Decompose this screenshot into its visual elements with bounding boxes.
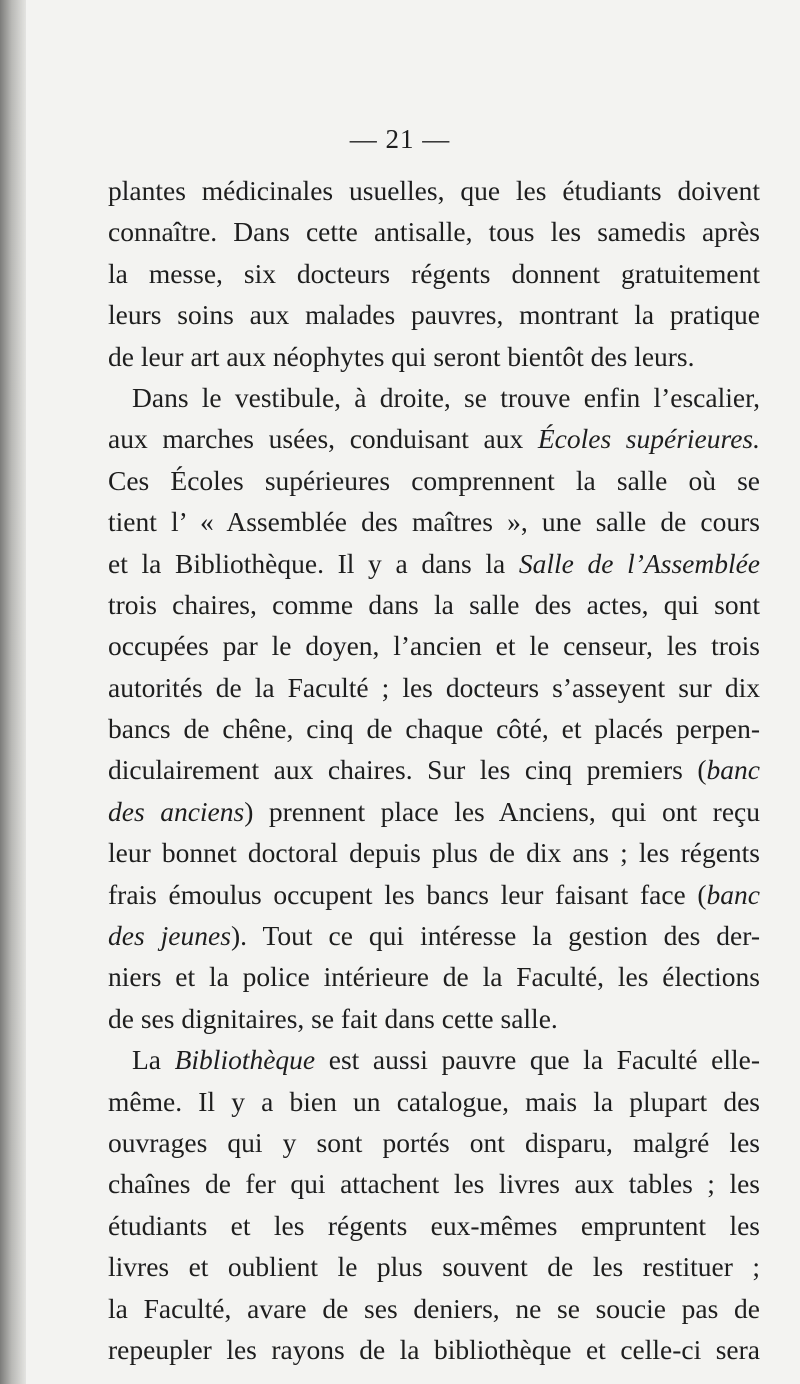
page-number: — 21 — (349, 124, 451, 154)
text-run: leurs soins aux malades pauvres, montrant la pratique (108, 299, 760, 331)
text-run: ). Tout ce qui intéresse la gestion des der- (230, 920, 760, 952)
text-run: La (132, 1044, 175, 1076)
text-run: autorités de la Faculté ; les docteurs s’asseyent sur dix (108, 671, 760, 703)
text-run: tient l’ « Assemblée des maîtres », une salle de cours (108, 506, 760, 538)
text-run: la Faculté, avare de ses deniers, ne se soucie pas de (108, 1292, 760, 1324)
text-line (108, 625, 760, 666)
text-line (108, 915, 760, 956)
text-run: aux marches usées, conduisant aux (108, 423, 538, 455)
italic-phrase: banc (706, 878, 760, 910)
italic-phrase: Salle de l’Assemblée (518, 547, 761, 579)
text-run: de ses dignitaires, se fait dans cette salle. (108, 1002, 558, 1034)
text-run: connaître. Dans cette antisalle, tous les samedis après (108, 216, 760, 248)
text-line (108, 708, 760, 749)
text-line (108, 211, 760, 252)
text-line (108, 294, 760, 335)
text-run: bancs de chêne, cinq de chaque côté, et placés perpen- (108, 713, 760, 745)
text-line (108, 1163, 760, 1204)
text-run: ouvrages qui y sont portés ont disparu, malgré les (108, 1126, 760, 1158)
text-line (108, 584, 760, 625)
text-line (108, 667, 760, 708)
text-run: livres et oublient le plus souvent de les restituer ; (108, 1251, 760, 1283)
text-run: chaînes de fer qui attachent les livres aux tables ; les (108, 1168, 760, 1200)
text-line (108, 791, 760, 832)
italic-phrase: des anciens (108, 795, 245, 827)
text-line (108, 874, 760, 915)
text-line (108, 1205, 760, 1246)
text-run: et la Bibliothèque. Il y a dans la (108, 547, 519, 579)
text-run: occupées par le doyen, l’ancien et le censeur, les trois (108, 630, 760, 662)
text-run: étudiants et les régents eux-mêmes empruntent les (108, 1209, 760, 1241)
text-line (108, 170, 760, 211)
italic-phrase: Bibliothèque (174, 1044, 316, 1076)
text-run: ) prennent place les Anciens, qui ont reçu (244, 795, 760, 827)
text-run: niers et la police intérieure de la Faculté, les élections (108, 961, 760, 993)
page-text (108, 170, 760, 1370)
text-line (108, 460, 760, 501)
text-run: leur bonnet doctoral depuis plus de dix ans ; les régents (108, 837, 760, 869)
text-line (108, 1246, 760, 1287)
text-line (108, 998, 760, 1039)
italic-phrase: Écoles supérieures. (537, 423, 760, 455)
text-line (108, 1039, 760, 1080)
text-run: plantes médicinales usuelles, que les étudiants doivent (108, 175, 760, 206)
text-line (108, 1329, 760, 1370)
text-run: frais émoulus occupent les bancs leur faisant face ( (108, 878, 707, 910)
text-line (108, 1288, 760, 1329)
text-run: de leur art aux néophytes qui seront bientôt des leurs. (108, 340, 695, 372)
text-line (108, 543, 760, 584)
text-line (108, 956, 760, 997)
text-run: est aussi pauvre que la Faculté elle- (315, 1044, 760, 1076)
text-line (108, 749, 760, 790)
text-line (108, 1122, 760, 1163)
text-run: trois chaires, comme dans la salle des actes, qui sont (108, 588, 760, 620)
text-line (108, 336, 760, 377)
italic-phrase: banc (706, 754, 760, 786)
italic-phrase: des jeunes (108, 920, 231, 952)
text-line (108, 418, 760, 459)
text-line (108, 501, 760, 542)
text-run: la messe, six docteurs régents donnent gratuitement (108, 257, 760, 289)
text-run: même. Il y a bien un catalogue, mais la plupart des (108, 1085, 760, 1117)
text-line (108, 377, 760, 418)
text-run: Ces Écoles supérieures comprennent la salle où se (108, 464, 760, 496)
text-line (108, 832, 760, 873)
text-run: diculairement aux chaires. Sur les cinq premiers ( (108, 754, 707, 786)
text-run: Dans le vestibule, à droite, se trouve enfin l’escalier, (132, 381, 760, 413)
text-line (108, 1081, 760, 1122)
text-line (108, 253, 760, 294)
text-run: repeupler les rayons de la bibliothèque et celle-ci sera (108, 1333, 760, 1365)
